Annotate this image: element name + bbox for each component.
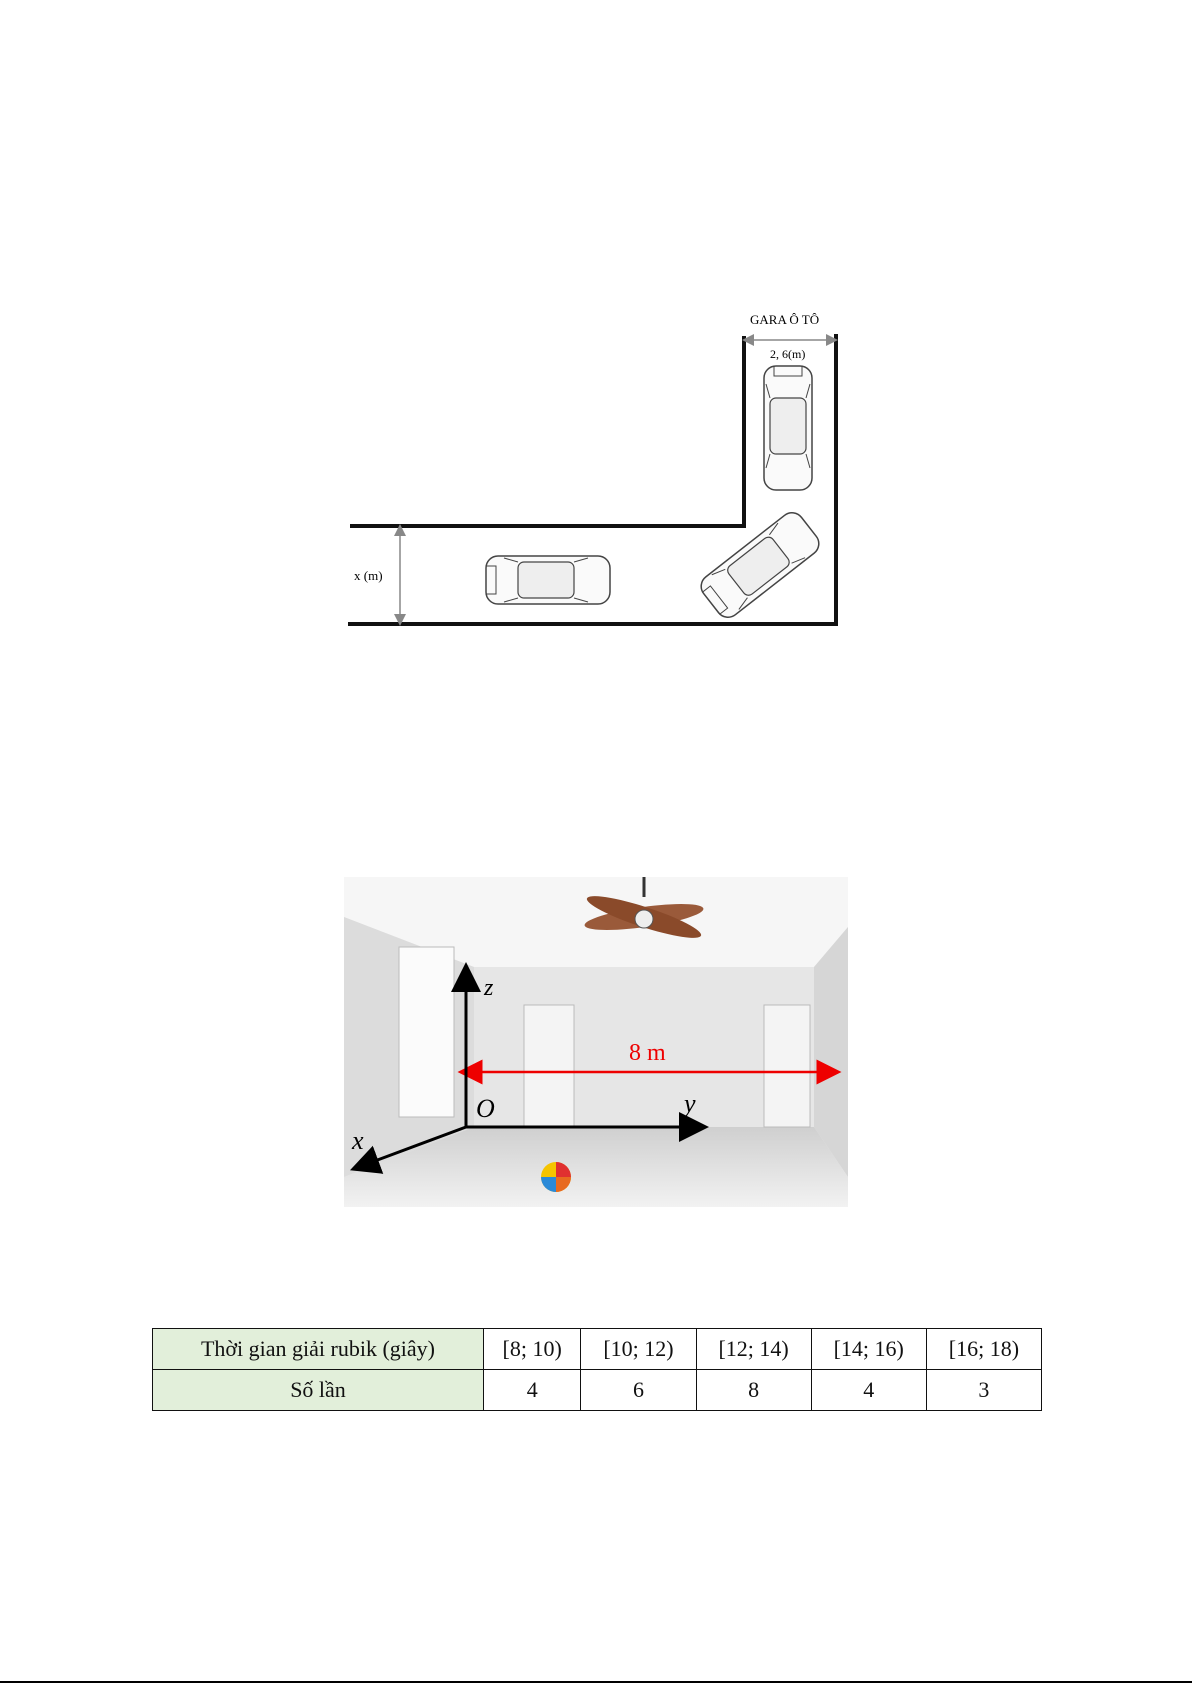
road-width-label: x (m) (354, 568, 383, 583)
count-cell: 4 (484, 1370, 581, 1411)
count-cell: 6 (581, 1370, 696, 1411)
table-row (153, 1329, 1042, 1370)
interval-cell: [8; 10) (484, 1329, 581, 1370)
page-divider (0, 1681, 1192, 1683)
interval-cell: [12; 14) (696, 1329, 811, 1370)
left-door (524, 1005, 574, 1127)
garage-label: GARA Ô TÔ (750, 312, 820, 327)
row-header-count: Số lần (153, 1370, 484, 1411)
window (399, 947, 454, 1117)
distance-label: 8 m (629, 1040, 666, 1066)
row-header-time: Thời gian giải rubik (giây) (153, 1329, 484, 1370)
car-in-garage (764, 366, 812, 490)
axis-z-label: z (484, 975, 494, 1001)
count-cell: 3 (926, 1370, 1041, 1411)
interval-cell: [10; 12) (581, 1329, 696, 1370)
axis-x-label: x (352, 1126, 364, 1155)
count-cell: 8 (696, 1370, 811, 1411)
interval-cell: [16; 18) (926, 1329, 1041, 1370)
car-on-road (486, 556, 610, 604)
right-door (764, 1005, 810, 1127)
beach-ball-icon (541, 1162, 571, 1192)
origin-label: O (476, 1094, 495, 1123)
garage-width-label: 2, 6(m) (770, 347, 806, 361)
axis-y-label: y (684, 1089, 696, 1118)
interval-cell: [14; 16) (811, 1329, 926, 1370)
room-illustration (344, 877, 848, 1207)
garage-diagram (340, 300, 840, 630)
count-cell: 4 (811, 1370, 926, 1411)
table-row (153, 1370, 1042, 1411)
rubik-time-table (152, 1328, 1042, 1411)
